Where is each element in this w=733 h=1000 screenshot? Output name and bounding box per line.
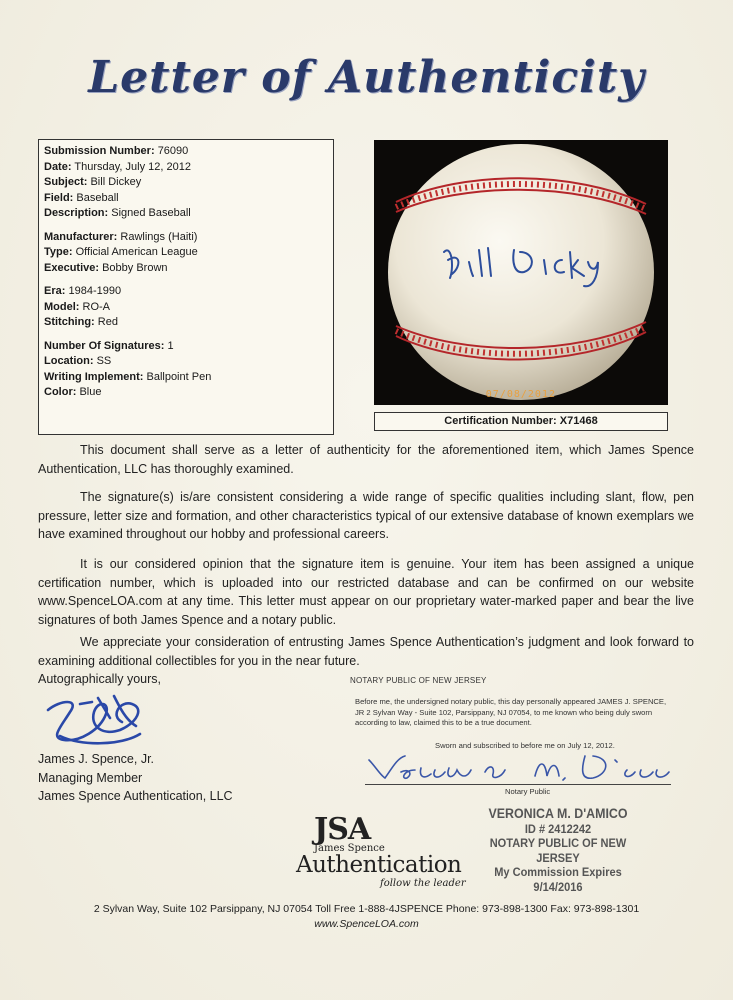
detail-row bbox=[44, 160, 328, 176]
notary-signature bbox=[365, 750, 675, 786]
detail-gap bbox=[44, 222, 328, 230]
logo-jsa-text: JSA bbox=[314, 812, 371, 847]
detail-key: Executive: bbox=[44, 261, 100, 274]
closing-text: Autographically yours, bbox=[38, 672, 161, 686]
notary-header: NOTARY PUBLIC OF NEW JERSEY bbox=[350, 676, 487, 685]
detail-value: 1984-1990 bbox=[68, 285, 122, 297]
detail-value: Bill Dickey bbox=[90, 176, 142, 188]
detail-row bbox=[44, 261, 328, 277]
detail-row bbox=[44, 315, 328, 331]
baseball-image bbox=[374, 140, 668, 405]
notary-statement: Before me, the undersigned notary public, this day personally appeared JAMES J. SPENCE, JR 2 Sylvan Way - Suite 102, Parsippany, NJ 07054, to me known who being duly sworn according to law, claimed this to be a true document. bbox=[355, 697, 667, 727]
signer-company: James Spence Authentication, LLC bbox=[38, 789, 233, 803]
paragraph-3: It is our considered opinion that the signature item is genuine. Your item has been assigned a unique certification number, which is uploaded into our restricted database and can be confirmed on our website www.SpenceLOA.com at any time. This letter must appear on our proprietary water-marked paper and bear the live signatures of both James Spence and a notary public. bbox=[38, 557, 694, 627]
certification-label: Certification Number: bbox=[444, 415, 557, 427]
detail-row bbox=[44, 339, 328, 355]
detail-row bbox=[44, 370, 328, 386]
detail-key: Description: bbox=[44, 207, 109, 219]
signer-block bbox=[38, 750, 233, 806]
detail-value: Thursday, July 12, 2012 bbox=[74, 160, 191, 173]
detail-row bbox=[44, 230, 328, 246]
detail-key: Submission Number: bbox=[44, 145, 155, 157]
detail-row bbox=[44, 354, 328, 370]
james-spence-signature bbox=[40, 690, 150, 748]
paragraph-1: This document shall serve as a letter of authenticity for the aforementioned item, which James Spence Authentication, LLC has thoroughly examined. bbox=[38, 443, 694, 476]
detail-row bbox=[44, 385, 328, 401]
paragraph-4: We appreciate your consideration of entrusting James Spence Authentication’s judgment and look forward to examining additional collectibles for you in the near future. bbox=[38, 635, 694, 668]
detail-value: Red bbox=[97, 316, 118, 328]
detail-row bbox=[44, 175, 328, 191]
stamp-expires: My Commission Expires 9/14/2016 bbox=[494, 865, 622, 894]
item-details-box bbox=[38, 139, 334, 435]
stamp-title: NOTARY PUBLIC OF NEW JERSEY bbox=[489, 836, 627, 865]
detail-value: Signed Baseball bbox=[111, 207, 191, 219]
detail-key: Model: bbox=[44, 300, 80, 313]
detail-value: SS bbox=[96, 355, 112, 367]
certification-number bbox=[374, 412, 668, 431]
notary-signature-label: Notary Public bbox=[505, 787, 551, 796]
detail-gap bbox=[44, 331, 328, 339]
notary-signature-line bbox=[365, 784, 671, 785]
detail-key: Era: bbox=[44, 285, 66, 297]
notary-sworn-text: Sworn and subscribed to before me on July 12, 2012. bbox=[435, 741, 615, 750]
logo-tagline: follow the leader bbox=[380, 878, 466, 889]
footer-url[interactable]: www.SpenceLOA.com bbox=[314, 918, 419, 930]
page-title: Letter of Authenticity bbox=[88, 52, 645, 103]
baseball-photo bbox=[374, 140, 668, 405]
detail-key: Stitching: bbox=[44, 316, 95, 328]
certification-value: X71468 bbox=[559, 415, 598, 427]
detail-key: Type: bbox=[44, 246, 73, 258]
detail-value: Blue bbox=[79, 386, 102, 398]
signer-name: James J. Spence, Jr. bbox=[38, 752, 155, 766]
detail-key: Field: bbox=[44, 191, 74, 204]
paragraph-2: The signature(s) is/are consistent considering a wide range of specific qualities including slant, flow, pen pressure, letter size and formation, and other characteristics typical of our extensive database of known exemplars we have examined throughout our hobby and professional careers. bbox=[38, 490, 694, 541]
notary-stamp bbox=[484, 807, 631, 894]
detail-row bbox=[44, 191, 328, 207]
detail-key: Date: bbox=[44, 160, 72, 173]
stamp-name: VERONICA M. D'AMICO bbox=[488, 806, 628, 821]
detail-value: Bobby Brown bbox=[102, 261, 168, 274]
detail-value: Ballpoint Pen bbox=[146, 370, 212, 383]
detail-key: Subject: bbox=[44, 176, 88, 188]
detail-row bbox=[44, 300, 328, 316]
detail-value: 1 bbox=[167, 339, 174, 352]
photo-date-stamp: 07/08/2012 bbox=[485, 389, 556, 400]
detail-key: Color: bbox=[44, 386, 77, 398]
detail-value: 76090 bbox=[157, 145, 189, 157]
detail-key: Number Of Signatures: bbox=[44, 339, 165, 352]
detail-value: Rawlings (Haiti) bbox=[120, 230, 198, 243]
detail-row bbox=[44, 206, 328, 222]
stamp-id: ID # 2412242 bbox=[524, 821, 592, 836]
detail-row bbox=[44, 144, 328, 160]
signer-role: Managing Member bbox=[38, 770, 143, 785]
detail-row bbox=[44, 245, 328, 261]
detail-value: RO-A bbox=[82, 300, 111, 313]
detail-value: Official American League bbox=[75, 246, 198, 258]
jsa-logo bbox=[292, 812, 468, 896]
detail-key: Writing Implement: bbox=[44, 370, 144, 383]
logo-sub-text: James Spence bbox=[314, 843, 385, 854]
detail-key: Location: bbox=[44, 355, 94, 367]
logo-auth-text: Authentication bbox=[296, 852, 462, 878]
detail-row bbox=[44, 284, 328, 300]
detail-gap bbox=[44, 276, 328, 284]
detail-value: Baseball bbox=[76, 191, 119, 204]
detail-key: Manufacturer: bbox=[44, 230, 118, 243]
footer-address: 2 Sylvan Way, Suite 102 Parsippany, NJ 07054 Toll Free 1-888-4JSPENCE Phone: 973-898-1300 Fax: 973-898-1301 bbox=[93, 903, 640, 915]
